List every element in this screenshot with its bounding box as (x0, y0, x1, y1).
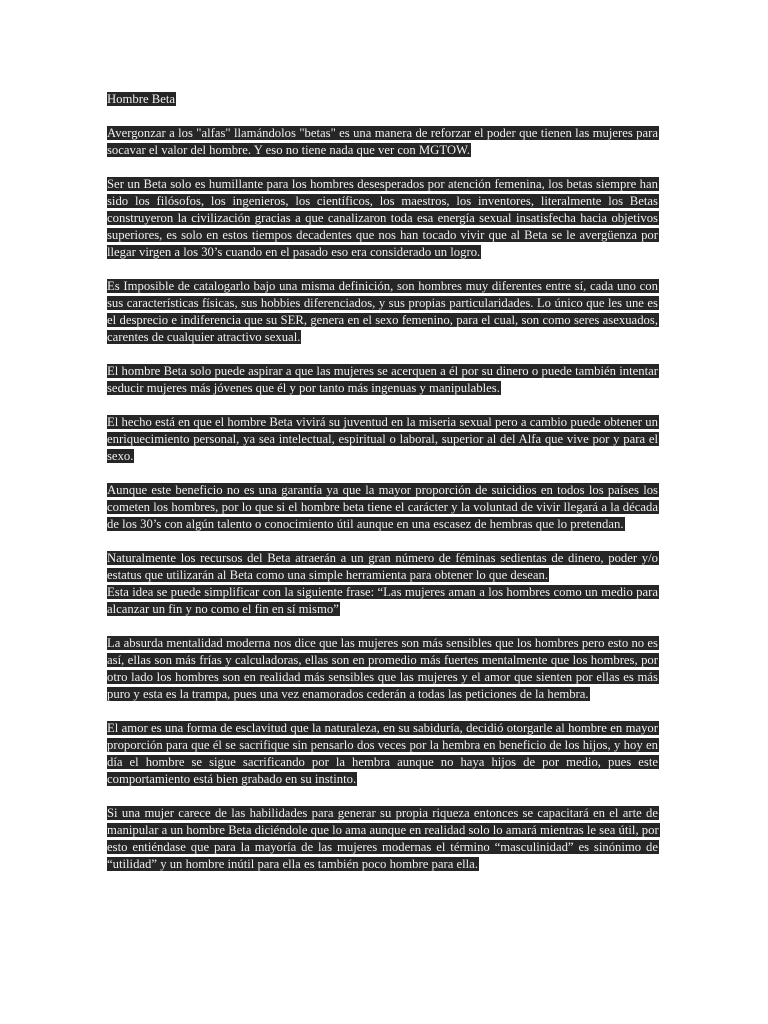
paragraph-text: El amor es una forma de esclavitud que la naturaleza, en su sabiduría, decidió otorgarle al hombre en mayor proporción para que él se sacrifique sin pensarlo dos veces por la hembra en beneficio de los hijos, y hoy en día el hombre se sigue sacrificando por la hembra aunque no haya hijos de por medio, pues este comportamiento está bien grabado en su instinto. (107, 721, 658, 786)
paragraph-text: Ser un Beta solo es humillante para los hombres desesperados por atención femenina, los betas siempre han sido los filósofos, los ingenieros, los científicos, los maestros, los inventores, literalmente los Betas construyeron la civilización gracias a que canalizaron toda esa energía sexual insatisfecha hacia objetivos superiores, es solo en estos tiempos decadentes que nos han tocado vivir que al Beta se le avergüenza por llegar virgen a los 30’s cuando en el pasado eso era considerado un logro. (107, 177, 658, 259)
paragraph-text: Avergonzar a los "alfas" llamándolos "betas" es una manera de reforzar el poder que tienen las mujeres para socavar el valor del hombre. Y eso no tiene nada que ver con MGTOW. (107, 126, 658, 157)
paragraph-text: Aunque este beneficio no es una garantía ya que la mayor proporción de suicidios en todos los países los cometen los hombres, por lo que si el hombre beta tiene el carácter y la voluntad de vivir llegará a la década de los 30’s con algún talento o conocimiento útil aunque en una escasez de hembras que lo pretendan. (107, 483, 658, 531)
paragraph-text: La absurda mentalidad moderna nos dice que las mujeres son más sensibles que los hombres pero esto no es así, ellas son más frías y calculadoras, ellas son en promedio más fuertes mentalmente que los hombres, por otro lado los hombres son en realidad más sensibles que las mujeres y el amor que sienten por ellas es más puro y esta es la trampa, pues una vez enamorados cederán a todas las peticiones de la hembra. (107, 636, 658, 701)
paragraph-3 (107, 278, 659, 346)
paragraph-text: Naturalmente los recursos del Beta atraerán a un gran número de féminas sedientas de dinero, poder y/o estatus que utilizarán al Beta como una simple herramienta para obtener lo que desean. Esta idea se puede simplificar con la siguiente frase: “Las mujeres aman a los hombres como un medio para alcanzar un fin y no como el fin en sí mismo” (107, 551, 658, 616)
paragraph-4 (107, 363, 659, 397)
paragraph-2 (107, 176, 659, 261)
paragraph-5 (107, 414, 659, 465)
paragraph-1 (107, 125, 659, 159)
paragraph-text: El hecho está en que el hombre Beta vivirá su juventud en la miseria sexual pero a cambio puede obtener un enriquecimiento personal, ya sea intelectual, espiritual o laboral, superior al del Alfa que vive por y para el sexo. (107, 415, 658, 463)
paragraph-text: El hombre Beta solo puede aspirar a que las mujeres se acerquen a él por su dinero o puede también intentar seducir mujeres más jóvenes que él y por tanto más ingenuas y manipulables. (107, 364, 658, 395)
document-page (107, 91, 659, 890)
paragraph-10 (107, 805, 659, 873)
document-title (107, 91, 659, 108)
paragraph-6 (107, 482, 659, 533)
paragraph-7 (107, 550, 659, 618)
paragraph-9 (107, 720, 659, 788)
paragraph-text: Si una mujer carece de las habilidades para generar su propia riqueza entonces se capacitará en el arte de manipular a un hombre Beta diciéndole que lo ama aunque en realidad solo lo amará mientras le sea útil, por esto entiéndase que para la mayoría de las mujeres modernas el término “masculinidad” es sinónimo de “utilidad” y un hombre inútil para ella es también poco hombre para ella. (107, 806, 659, 871)
title-text: Hombre Beta (107, 92, 175, 106)
paragraph-text: Es Imposible de catalogarlo bajo una misma definición, son hombres muy diferentes entre sí, cada uno con sus características físicas, sus hobbies diferenciados, y sus propias particularidades. Lo único que les une es el desprecio e indiferencia que su SER, genera en el sexo femenino, para el cual, son como seres asexuados, carentes de cualquier atractivo sexual. (107, 279, 658, 344)
paragraph-8 (107, 635, 659, 703)
